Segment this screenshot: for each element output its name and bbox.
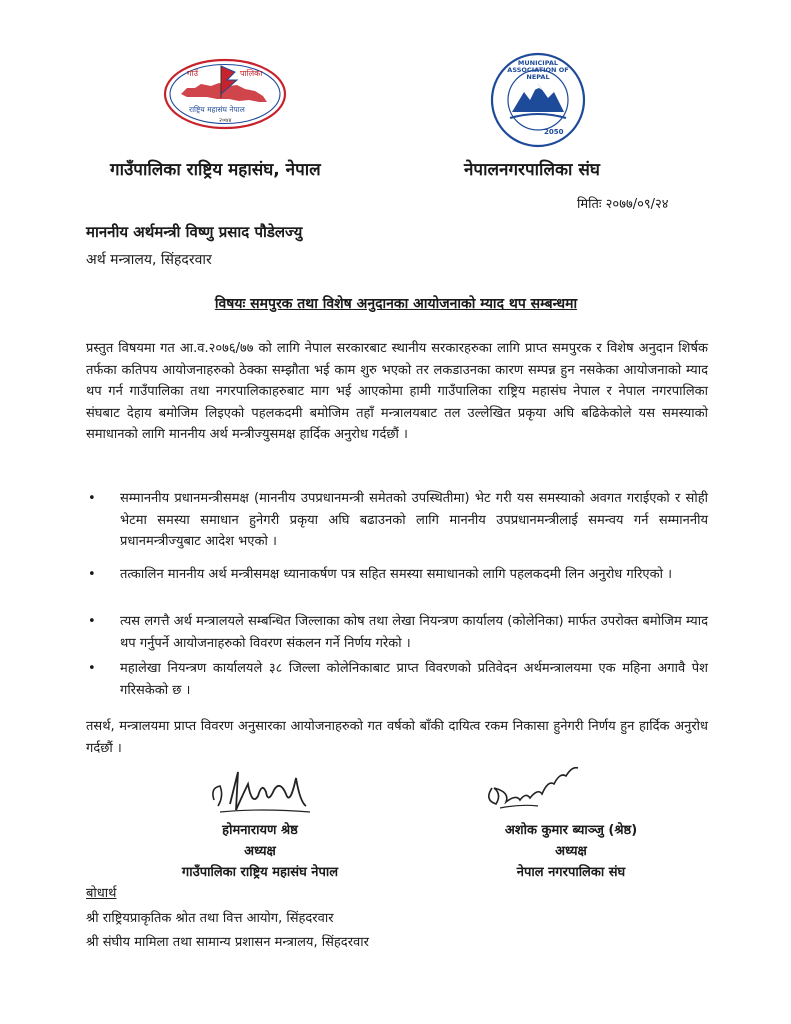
left-org-logo [163,58,287,130]
bullet-text: त्यस लगत्तै अर्थ मन्त्रालयले सम्बन्धित जिल्लाका कोष तथा लेखा नियन्त्रण कार्यालय (कोलेनिका) मार्फत उपरोक्त बमोजिम म्याद थप गर्नुपर्ने आयोजनाहरुको विवरण संकलन गर्ने निर्णय गरेको । [120,614,708,651]
letter-subject: विषयः समपुरक तथा विशेष अनुदानका आयोजनाको म्याद थप सम्बन्धमा [214,296,578,312]
signature-left-graphic [200,762,330,822]
addressee-office: अर्थ मन्त्रालय, सिंहदरवार [86,252,212,268]
signatory-right [456,820,686,883]
intro-paragraph: प्रस्तुत विषयमा गत आ.व.२०७६/७७ को लागि नेपाल सरकारबाट स्थानीय सरकारहरुका लागि प्राप्त समपुरक र विशेष अनुदान शिर्षक तर्फका कतिपय आयोजनाहरुको ठेक्का सम्झौता भई काम शुरु भएको तर लकडाउनका कारण सम्पन्न हुन नसकेका आयोजनाको म्याद थप गर्न गाउँपालिका तथा नगरपालिकाहरुबाट माग भई आएकोमा हामी गाउँपालिका राष्ट्रिय महासंघ नेपाल र नेपाल नगरपालिका संघबाट देहाय बमोजिम लिइएको पहलकदमी बमोजिम तहाँ मन्त्रालयबाट तल उल्लेखित प्रकृया अघि बढिकेकोले यस समस्याको समाधानको लागि माननीय अर्थ मन्त्रीज्युसमक्ष हार्दिक अनुरोध गर्दछौं । [86,341,708,442]
logo-left-top-text-2: पालिका [240,69,263,78]
bullet-icon: • [88,567,96,582]
list-item [88,611,708,655]
conclusion-paragraph: तसर्थ, मन्त्रालयमा प्राप्त विवरण अनुसारका आयोजनाहरुको गत वर्षको बाँकी दायित्व रकम निकासा हुनेगरी निर्णय हुन हार्दिक अनुरोध गर्दछौं । [86,719,708,756]
bullet-text: तत्कालिन माननीय अर्थ मन्त्रीसमक्ष ध्यानाकर्षण पत्र सहित समस्या समाधानको लागि पहलकदमी लिन अनुरोध गरिएको । [120,567,673,582]
logo-left-bottom-text: राष्ट्रिय महासंघ नेपाल [189,105,245,114]
signatory-left-title: अध्यक्ष [244,844,276,859]
bullet-icon: • [88,661,96,676]
right-org-name: नेपालनगरपालिका संघ [464,160,600,180]
signatory-right-name: अशोक कुमार ब्याञ्जु (श्रेष्ठ) [504,823,638,838]
list-item [88,658,708,702]
letter-date: मितिः २०७७/०९/२४ [577,197,669,212]
logo-left-year: २०७४ [219,117,232,124]
logo-right-ring-text: MUNICIPAL ASSOCIATION OF NEPAL [507,59,569,81]
cc-label: बोधार्थ [86,886,117,901]
signatory-left-name: होमनारायण श्रेष्ठ [222,823,298,838]
cc-item: श्री राष्ट्रियप्राकृतिक श्रोत तथा वित्त आयोग, सिंहदरवार [86,911,334,926]
logo-right-year: 2050 [544,128,564,136]
signature-right-graphic [480,758,590,818]
addressee-name: माननीय अर्थमन्त्री विष्णु प्रसाद पौडेलज्यु [86,223,303,241]
left-org-name: गाउँपालिका राष्ट्रिय महासंघ, नेपाल [110,160,321,180]
right-org-logo [490,52,586,148]
list-item [88,488,708,554]
signatory-left-org: गाउँपालिका राष्ट्रिय महासंघ नेपाल [181,865,339,880]
signatory-left [140,820,380,883]
bullet-text: सम्माननीय प्रधानमन्त्रीसमक्ष (माननीय उपप्रधानमन्त्री समेतको उपस्थितीमा) भेट गरी यस समस्याको अवगत गराईएको र सोही भेटमा समस्या समाधान हुनेगरी प्रकृया अघि बढाउनको लागि माननीय उपप्रधानमन्त्रीलाई समन्वय गर्न सम्माननीय प्रधानमन्त्रीज्युबाट आदेश भएको । [120,491,708,549]
cc-item: श्री संघीय मामिला तथा सामान्य प्रशासन मन्त्रालय, सिंहदरवार [86,935,369,950]
bullet-text: महालेखा नियन्त्रण कार्यालयले ३८ जिल्ला कोलेनिकाबाट प्राप्त विवरणको प्रतिवेदन अर्थमन्त्रालयमा एक महिना अगावै पेश गरिसकेको छ । [120,661,708,698]
signatory-right-title: अध्यक्ष [555,844,587,859]
bullet-icon: • [88,491,96,506]
list-item [88,564,708,608]
signatory-right-org: नेपाल नगरपालिका संघ [516,865,626,880]
bullet-icon: • [88,614,96,629]
logo-left-top-text-1: गाउँ [187,69,198,78]
